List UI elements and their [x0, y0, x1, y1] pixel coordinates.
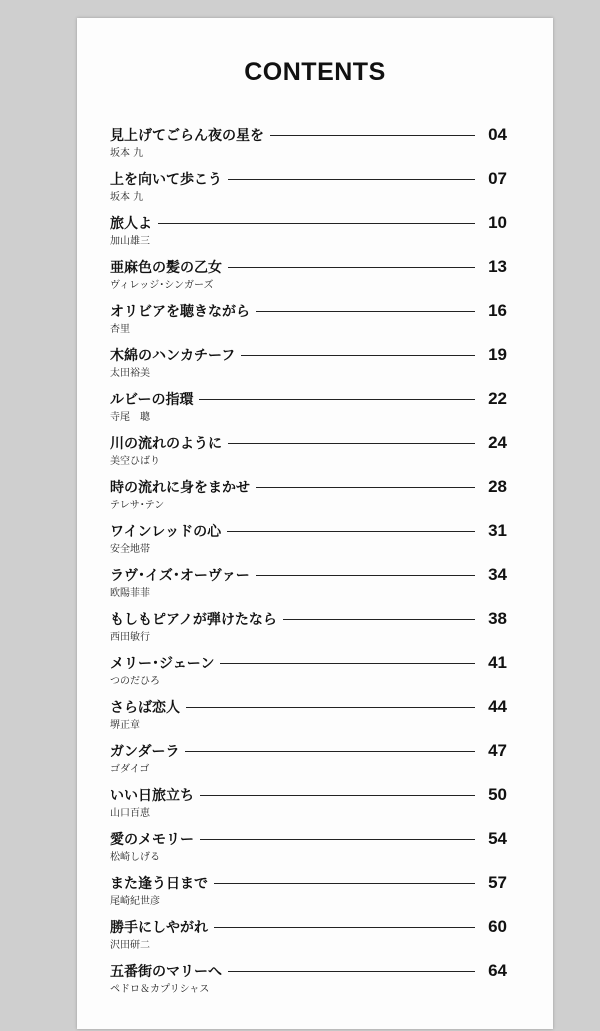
song-title: オリビアを聴きながら [110, 304, 250, 320]
toc-entry-row [110, 695, 507, 719]
artist-name: 沢田研二 [110, 940, 150, 951]
artist-name: 杏里 [110, 324, 130, 335]
leader-line [214, 927, 475, 928]
toc-entry[interactable] [110, 123, 507, 167]
leader-line [256, 487, 475, 488]
toc-entry[interactable] [110, 695, 507, 739]
toc-entry[interactable] [110, 915, 507, 959]
page-number: 04 [488, 125, 507, 144]
artist-name: ゴダイゴ [110, 764, 150, 775]
song-title: 時の流れに身をまかせ [110, 480, 250, 496]
toc-entry-row [110, 739, 507, 763]
toc-entry-row [110, 123, 507, 147]
song-title: 勝手にしやがれ [110, 920, 208, 936]
song-title: 五番街のマリーへ [110, 964, 222, 980]
song-title: ラヴ･イズ･オーヴァー [110, 568, 250, 584]
page-number: 34 [488, 565, 507, 584]
toc-entry-row [110, 475, 507, 499]
leader-line [228, 443, 475, 444]
artist-name: 太田裕美 [110, 368, 150, 379]
artist-name: ヴィレッジ･シンガーズ [110, 280, 214, 291]
leader-line [228, 267, 475, 268]
toc-entry[interactable] [110, 739, 507, 783]
page-number: 13 [488, 257, 507, 276]
leader-line [270, 135, 475, 136]
toc-entry[interactable] [110, 959, 507, 1003]
song-title: 見上げてごらん夜の星を [110, 128, 264, 144]
toc-entry-row [110, 431, 507, 455]
toc-entry-row [110, 871, 507, 895]
page-number: 44 [488, 697, 507, 716]
song-title: ルビーの指環 [110, 392, 194, 408]
page-number: 28 [488, 477, 507, 496]
toc-entry[interactable] [110, 343, 507, 387]
leader-line [186, 707, 475, 708]
contents-list [110, 123, 507, 1003]
toc-entry[interactable] [110, 871, 507, 915]
toc-entry-row [110, 211, 507, 235]
toc-entry[interactable] [110, 563, 507, 607]
page-number: 54 [488, 829, 507, 848]
artist-name: 尾崎紀世彦 [110, 896, 160, 907]
leader-line [185, 751, 475, 752]
artist-name: 松崎しげる [110, 852, 160, 863]
song-title: また逢う日まで [110, 876, 208, 892]
song-title: 川の流れのように [110, 436, 222, 452]
toc-entry-row [110, 651, 507, 675]
song-title: いい日旅立ち [110, 788, 194, 804]
toc-entry-row [110, 783, 507, 807]
toc-entry-row [110, 607, 507, 631]
page-number: 50 [488, 785, 507, 804]
song-title: ガンダーラ [110, 744, 180, 760]
toc-entry[interactable] [110, 431, 507, 475]
artist-name: 欧陽菲菲 [110, 588, 150, 599]
toc-entry-row [110, 167, 507, 191]
artist-name: 寺尾 聰 [110, 412, 150, 423]
page-number: 31 [488, 521, 507, 540]
artist-name: 坂本 九 [110, 192, 144, 203]
leader-line [220, 663, 475, 664]
page-number: 60 [488, 917, 507, 936]
toc-entry[interactable] [110, 827, 507, 871]
page-number: 22 [488, 389, 507, 408]
toc-entry[interactable] [110, 299, 507, 343]
leader-line [200, 839, 475, 840]
page-number: 07 [488, 169, 507, 188]
leader-line [227, 531, 475, 532]
toc-entry[interactable] [110, 211, 507, 255]
leader-line [228, 971, 475, 972]
artist-name: 山口百恵 [110, 808, 150, 819]
artist-name: 坂本 九 [110, 148, 144, 159]
page-number: 38 [488, 609, 507, 628]
contents-page [77, 18, 553, 1029]
artist-name: テレサ･テン [110, 500, 165, 511]
song-title: 木綿のハンカチーフ [110, 348, 236, 364]
song-title: さらば恋人 [110, 700, 180, 716]
toc-entry[interactable] [110, 255, 507, 299]
toc-entry[interactable] [110, 519, 507, 563]
toc-entry-row [110, 343, 507, 367]
toc-entry-row [110, 959, 507, 983]
leader-line [241, 355, 475, 356]
page-number: 19 [488, 345, 507, 364]
page-title: CONTENTS [244, 58, 386, 86]
song-title: 上を向いて歩こう [110, 172, 222, 188]
song-title: メリー･ジェーン [110, 656, 215, 672]
song-title: 愛のメモリー [110, 832, 194, 848]
song-title: もしもピアノが弾けたなら [110, 612, 277, 628]
page-number: 10 [488, 213, 507, 232]
song-title: 旅人よ [110, 216, 152, 232]
artist-name: ペドロ＆カプリシャス [110, 984, 210, 995]
leader-line [283, 619, 475, 620]
artist-name: 安全地帯 [110, 544, 150, 555]
page-number: 16 [488, 301, 507, 320]
toc-entry-row [110, 387, 507, 411]
toc-entry-row [110, 519, 507, 543]
toc-entry-row [110, 255, 507, 279]
page-number: 24 [488, 433, 507, 452]
song-title: ワインレッドの心 [110, 524, 222, 540]
leader-line [214, 883, 475, 884]
song-title: 亜麻色の髪の乙女 [110, 260, 222, 276]
toc-entry[interactable] [110, 651, 507, 695]
toc-entry-row [110, 299, 507, 323]
leader-line [199, 399, 475, 400]
toc-entry-row [110, 827, 507, 851]
leader-line [158, 223, 475, 224]
artist-name: 堺正章 [110, 720, 140, 731]
leader-line [200, 795, 475, 796]
page-number: 64 [488, 961, 507, 980]
toc-entry-row [110, 915, 507, 939]
artist-name: 西田敏行 [110, 632, 150, 643]
toc-entry[interactable] [110, 167, 507, 211]
leader-line [228, 179, 475, 180]
toc-entry[interactable] [110, 607, 507, 651]
toc-entry[interactable] [110, 783, 507, 827]
toc-entry-row [110, 563, 507, 587]
toc-entry[interactable] [110, 387, 507, 431]
artist-name: つのだひろ [110, 676, 160, 687]
leader-line [256, 311, 475, 312]
leader-line [256, 575, 475, 576]
artist-name: 加山雄三 [110, 236, 150, 247]
page-number: 57 [488, 873, 507, 892]
toc-entry[interactable] [110, 475, 507, 519]
artist-name: 美空ひばり [110, 456, 160, 467]
page-number: 41 [488, 653, 507, 672]
page-number: 47 [488, 741, 507, 760]
